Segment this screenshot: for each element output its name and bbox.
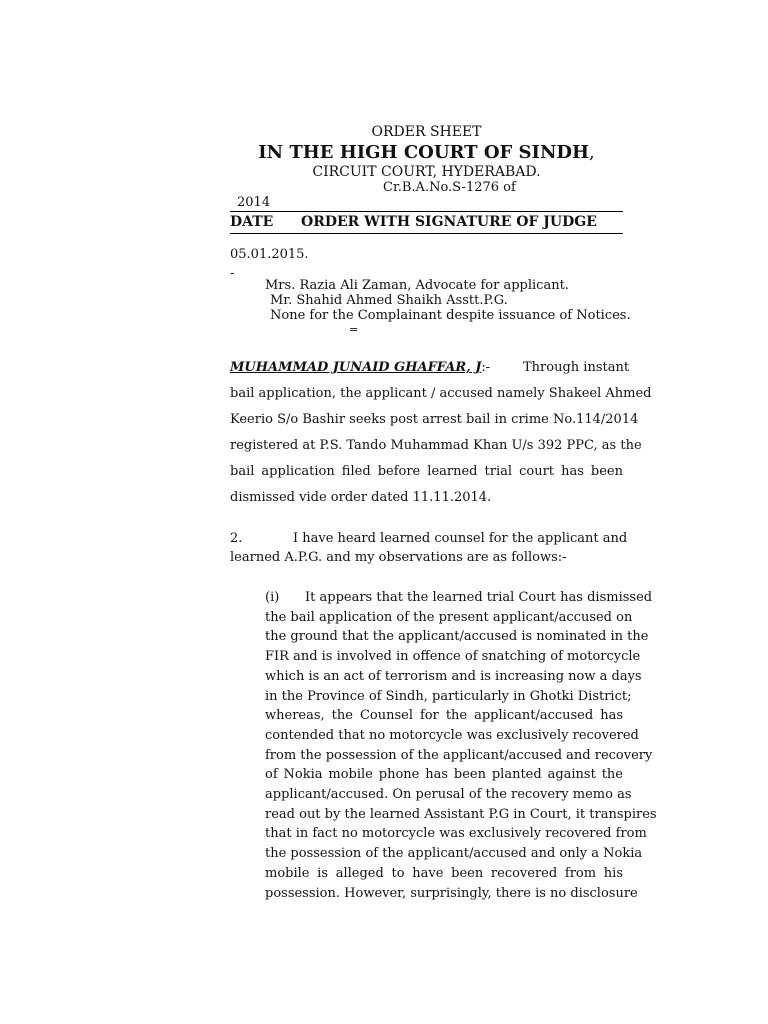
equals-mark: = [349, 323, 359, 336]
judge-suffix: :- [481, 360, 491, 375]
appearance-asstt-pg: Mr. Shahid Ahmed Shaikh Asstt.P.G. [270, 293, 508, 308]
dash-mark: - [230, 266, 235, 281]
sub-i-line: the ground that the applicant/accused is nominated in the [265, 629, 649, 645]
date-column-header: DATE [230, 214, 274, 230]
sub-i-line: of Nokia mobile phone has been planted against the [265, 767, 623, 783]
sub-i-line: contended that no motorcycle was exclusively recovered [265, 727, 639, 743]
sub-i-line: read out by the learned Assistant P.G in Court, it transpires [265, 806, 657, 822]
sub-i-line: the bail application of the present applicant/accused on [265, 609, 633, 625]
case-year: 2014 [237, 195, 271, 210]
sub-i-line: the possession of the applicant/accused and only a Nokia [265, 846, 643, 862]
para1-line: Keerio S/o Bashir seeks post arrest bail in crime No.114/2014 [230, 412, 639, 427]
sub-i-first-line: It appears that the learned trial Court has dismissed [305, 590, 653, 605]
sub-i-line: possession. However, surprisingly, there is no disclosure [265, 885, 638, 901]
appearance-applicant-counsel: Mrs. Razia Ali Zaman, Advocate for applicant. [265, 278, 569, 293]
appearance-complainant: None for the Complainant despite issuance of Notices. [270, 308, 631, 323]
table-top-rule [230, 211, 623, 212]
sub-i-line: whereas, the Counsel for the applicant/accused has [265, 708, 623, 724]
order-sheet-heading: ORDER SHEET [371, 124, 482, 140]
court-title [230, 142, 623, 163]
sub-i-line: in the Province of Sindh, particularly in Ghotki District; [265, 688, 632, 704]
sub-i-line: from the possession of the applicant/accused and recovery [265, 747, 653, 763]
case-number: Cr.B.A.No.S-1276 of [383, 180, 516, 195]
order-date: 05.01.2015. [230, 247, 309, 262]
circuit-court: CIRCUIT COURT, HYDERABAD. [312, 164, 541, 180]
table-bottom-rule [230, 233, 623, 234]
sub-i-line: that in fact no motorcycle was exclusively recovered from [265, 826, 647, 842]
para1-line: registered at P.S. Tando Muhammad Khan U/s 392 PPC, as the [230, 438, 642, 453]
para1-last-line: dismissed vide order dated 11.11.2014. [230, 490, 492, 505]
court-title-comma: , [589, 142, 595, 163]
sub-i-line: mobile is alleged to have been recovered from his [265, 865, 623, 881]
judge-signature [230, 360, 490, 375]
para1-first-line-tail: Through instant [523, 360, 630, 375]
sub-i-line: FIR and is involved in offence of snatching of motorcycle [265, 649, 641, 665]
sub-i-line: which is an act of terrorism and is increasing now a days [265, 668, 642, 684]
sub-i-line: applicant/accused. On perusal of the recovery memo as [265, 787, 632, 802]
para1-line: bail application, the applicant / accused namely Shakeel Ahmed [230, 386, 652, 401]
para2-number: 2. [230, 531, 243, 546]
sub-i-marker: (i) [265, 590, 280, 605]
order-column-header: ORDER WITH SIGNATURE OF JUDGE [301, 214, 597, 230]
court-name: IN THE HIGH COURT OF SINDH [258, 142, 590, 163]
para1-line: bail application filed before learned trial court has been [230, 464, 623, 479]
judge-name: MUHAMMAD JUNAID GHAFFAR, J [230, 360, 482, 375]
para2-last-line: learned A.P.G. and my observations are as follows:- [230, 550, 567, 565]
para2-first-line: I have heard learned counsel for the applicant and [293, 531, 628, 546]
